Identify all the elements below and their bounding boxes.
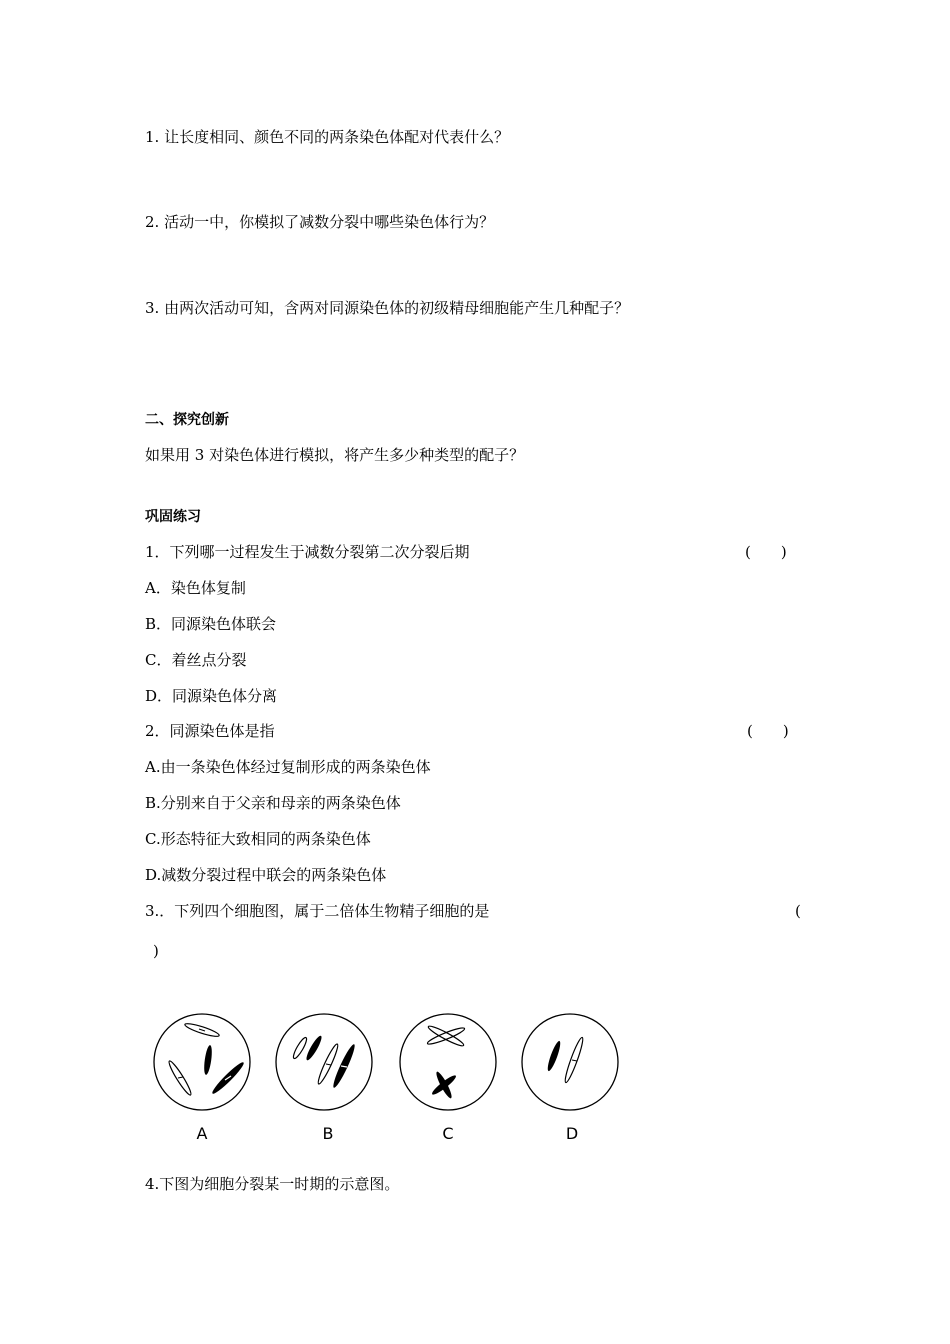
- practice-q2-option-c: C.形态特征大致相同的两条染色体: [145, 830, 371, 848]
- practice-q2-stem: 2．同源染色体是指: [145, 722, 275, 740]
- practice-q2-option-d: D.减数分裂过程中联会的两条染色体: [145, 866, 387, 884]
- practice-q1-option-b: B．同源染色体联会: [145, 615, 277, 633]
- practice-q1-stem: 1．下列哪一过程发生于减数分裂第二次分裂后期: [145, 543, 470, 561]
- section1-question-2: 2. 活动一中，你模拟了减数分裂中哪些染色体行为？: [145, 213, 495, 231]
- figure-label-a: A: [196, 1124, 208, 1143]
- practice-q1-option-a: A．染色体复制: [145, 579, 246, 597]
- practice-q4-stem: 4.下图为细胞分裂某一时期的示意图。: [145, 1175, 400, 1193]
- practice-heading: 巩固练习: [145, 509, 201, 525]
- figure-label-c: C: [442, 1124, 454, 1143]
- section2-question: 如果用 3 对染色体进行模拟，将产生多少种类型的配子？: [145, 446, 525, 464]
- practice-q1-answer-blank: ( ): [745, 543, 787, 561]
- practice-q3-stem: 3.．下列四个细胞图，属于二倍体生物精子细胞的是: [145, 902, 490, 920]
- practice-q2-option-b: B.分别来自于父亲和母亲的两条染色体: [145, 794, 401, 812]
- cell-c-diagram: [400, 1014, 496, 1110]
- section1-question-3: 3. 由两次活动可知，含两对同源染色体的初级精母细胞能产生几种配子？: [145, 299, 630, 317]
- cell-a-diagram: [154, 1014, 250, 1110]
- practice-q2-answer-blank: ( ): [747, 722, 789, 740]
- cell-b-diagram: [276, 1014, 372, 1110]
- practice-q1-option-c: C．着丝点分裂: [145, 651, 247, 669]
- practice-q1-option-d: D．同源染色体分离: [145, 687, 278, 705]
- figure-label-d: D: [565, 1124, 579, 1143]
- practice-q3-paren-close: ): [153, 942, 159, 960]
- cell-d-diagram: [522, 1014, 618, 1110]
- practice-q2-option-a: A.由一条染色体经过复制形成的两条染色体: [145, 758, 431, 776]
- practice-q3-paren-open: (: [795, 902, 801, 920]
- section1-question-1: 1. 让长度相同、颜色不同的两条染色体配对代表什么？: [145, 128, 510, 146]
- section2-heading: 二、探究创新: [145, 412, 229, 428]
- figure-label-b: B: [322, 1124, 334, 1143]
- cell-diagrams: [150, 1010, 620, 1120]
